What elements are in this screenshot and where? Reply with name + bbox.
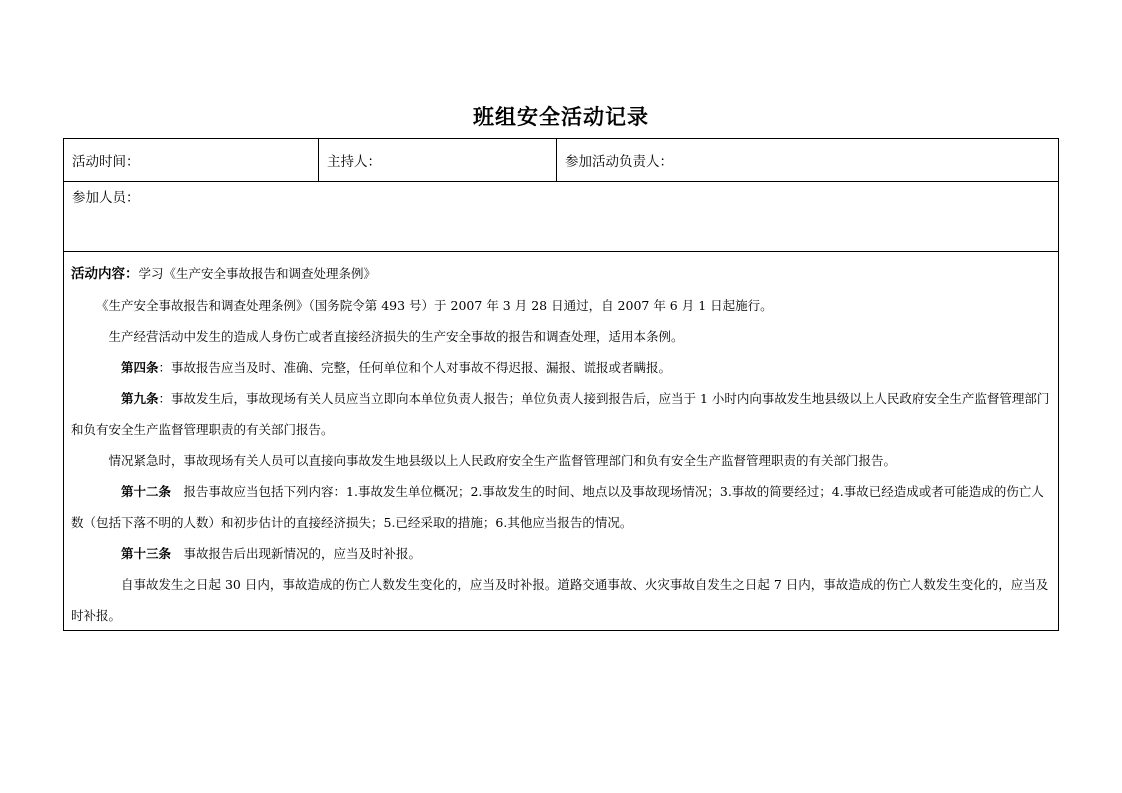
article-number: 第九条 <box>121 391 159 406</box>
activity-time-field[interactable]: 活动时间： <box>64 139 319 181</box>
paragraph <box>71 445 1051 476</box>
paragraph-text: 《生产安全事故报告和调查处理条例》（国务院令第 493 号）于 2007 年 3 月 28 日通过，自 2007 年 6 月 1 日起施行。 <box>96 298 773 313</box>
content-row <box>64 252 1058 630</box>
paragraph-text: 事故报告后出现新情况的，应当及时补报。 <box>171 546 422 561</box>
paragraph <box>71 321 1051 352</box>
content-topic: 学习《生产安全事故报告和调查处理条例》 <box>138 266 377 281</box>
paragraph-text: 情况紧急时，事故现场有关人员可以直接向事故发生地县级以上人民政府安全生产监督管理部门和负有安全生产监督管理职责的有关部门报告。 <box>108 453 897 468</box>
paragraph-text: 报告事故应当包括下列内容：1.事故发生单位概况；2.事故发生的时间、地点以及事故现场情况；3.事故的简要经过；4.事故已经造成或者可能造成的伤亡人数（包括下落不明的人数）和初步估计的直接经济损失；5.已经采取的措施；6.其他应当报告的情况。 <box>71 484 1044 530</box>
activity-content <box>64 252 1058 630</box>
paragraph-text: ：事故发生后，事故现场有关人员应当立即向本单位负责人报告；单位负责人接到报告后，应当于 1 小时内向事故发生地县级以上人民政府安全生产监督管理部门和负有安全生产监督管理职责的有关部门报告。 <box>71 391 1050 437</box>
paragraph-text: 自事故发生之日起 30 日内，事故造成的伤亡人数发生变化的，应当及时补报。道路交通事故、火灾事故自发生之日起 7 日内，事故造成的伤亡人数发生变化的，应当及时补报。 <box>71 577 1049 623</box>
article-number: 第四条 <box>121 360 159 375</box>
article-number: 第十二条 <box>121 484 172 499</box>
paragraph <box>71 352 1051 383</box>
host-field[interactable]: 主持人： <box>319 139 557 181</box>
activity-record-table <box>63 138 1059 631</box>
page-title: 班组安全活动记录 <box>473 105 649 129</box>
content-label: 活动内容： <box>71 266 139 282</box>
header-row <box>64 139 1058 182</box>
paragraph <box>71 383 1051 445</box>
paragraph <box>71 569 1051 631</box>
article-number: 第十三条 <box>121 546 172 561</box>
paragraph-text: ：事故报告应当及时、准确、完整，任何单位和个人对事故不得迟报、漏报、谎报或者瞒报。 <box>158 360 672 375</box>
participants-field[interactable]: 参加人员： <box>72 190 140 206</box>
responsible-person-field[interactable]: 参加活动负责人： <box>565 154 673 170</box>
paragraph-text: 生产经营活动中发生的造成人身伤亡或者直接经济损失的生产安全事故的报告和调查处理，适用本条例。 <box>108 329 684 344</box>
participants-row <box>64 182 1058 252</box>
paragraph <box>71 476 1051 538</box>
paragraph <box>71 290 1051 321</box>
paragraph <box>71 538 1051 569</box>
